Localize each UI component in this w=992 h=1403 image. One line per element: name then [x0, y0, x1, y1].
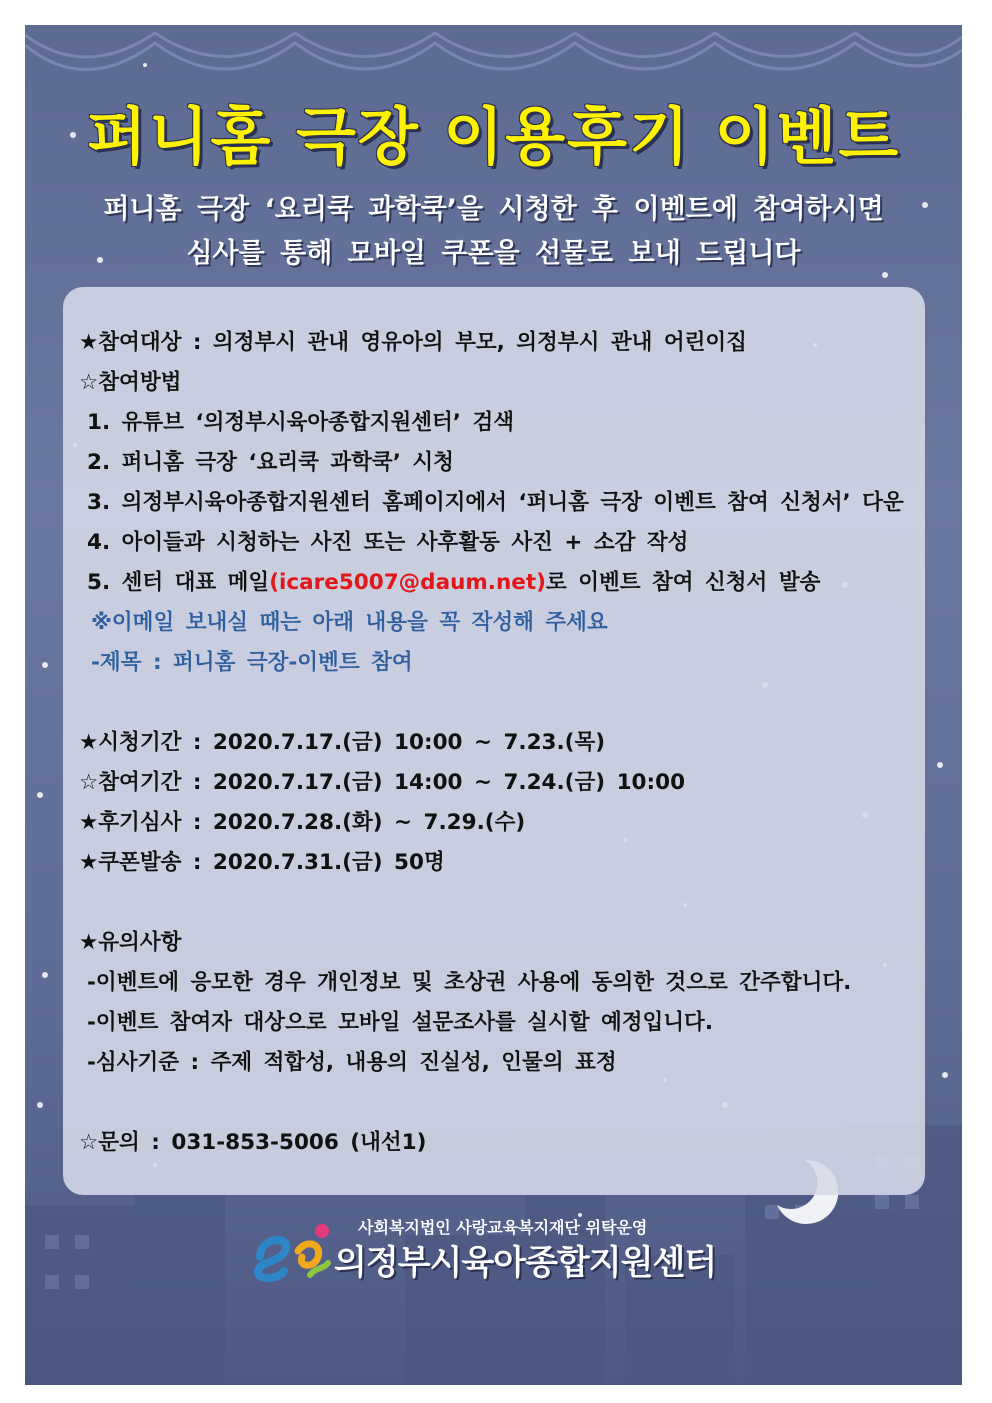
subtitle-line-2: 심사를 통해 모바일 쿠폰을 선물로 보내 드립니다 — [186, 238, 801, 269]
logo-tagline: 사회복지법인 사랑교육복지재단 위탁운영 — [358, 1218, 648, 1237]
email-subject: -제목 : 퍼니홈 극장-이벤트 참여 — [91, 650, 413, 675]
schedule-viewing: ★시청기간 : 2020.7.17.(금) 10:00 ~ 7.23.(목) — [79, 730, 606, 755]
step5-text: 5. 센터 대표 메일 — [87, 570, 270, 595]
note-3: -심사기준 : 주제 적합성, 내용의 진실성, 인물의 표정 — [87, 1050, 617, 1075]
logo-name: 의정부시육아종합지원센터 — [334, 1243, 717, 1283]
email-link[interactable]: (icare5007@daum.net) — [269, 570, 546, 595]
note-1: -이벤트에 응모한 경우 개인정보 및 초상권 사용에 동의한 것으로 간주합니다. — [87, 970, 852, 995]
method-step-1: 1. 유튜브 ‘의정부시육아종합지원센터’ 검색 — [87, 410, 514, 435]
notes-heading: ★유의사항 — [79, 930, 182, 955]
subtitle-line-1: 퍼니홈 극장 ‘요리쿡 과학쿡’을 시청한 후 이벤트에 참여하시면 — [103, 194, 884, 225]
center-logo — [250, 1215, 730, 1285]
center-logo-icon — [250, 1217, 334, 1283]
method-step-4: 4. 아이들과 시청하는 사진 또는 사후활동 사진 + 소감 작성 — [87, 530, 689, 555]
poster — [25, 25, 962, 1385]
method-step-3: 3. 의정부시육아종합지원센터 홈페이지에서 ‘퍼니홈 극장 이벤트 참여 신청서’ 다운 — [87, 490, 904, 515]
note-2: -이벤트 참여자 대상으로 모바일 설문조사를 실시할 예정입니다. — [87, 1010, 713, 1035]
schedule-participation: ☆참여기간 : 2020.7.17.(금) 14:00 ~ 7.24.(금) 10:00 — [79, 770, 686, 795]
method-step-2: 2. 퍼니홈 극장 ‘요리쿡 과학쿡’ 시청 — [87, 450, 454, 475]
method-heading: ☆참여방법 — [79, 370, 182, 395]
schedule-coupon: ★쿠폰발송 : 2020.7.31.(금) 50명 — [79, 850, 445, 875]
schedule-review: ★후기심사 : 2020.7.28.(화) ~ 7.29.(수) — [79, 810, 526, 835]
email-note: ※이메일 보내실 때는 아래 내용을 꼭 작성해 주세요 — [91, 610, 608, 635]
method-step-5 — [87, 565, 820, 596]
event-title: 퍼니홈 극장 이용후기 이벤트 — [86, 100, 901, 173]
garland-decoration — [25, 33, 962, 70]
participation-target: ★참여대상 : 의정부시 관내 영유아의 부모, 의정부시 관내 어린이집 — [79, 330, 747, 355]
step5-text-end: 로 이벤트 참여 신청서 발송 — [545, 570, 821, 595]
contact-info: ☆문의 : 031-853-5006 (내선1) — [79, 1130, 427, 1155]
